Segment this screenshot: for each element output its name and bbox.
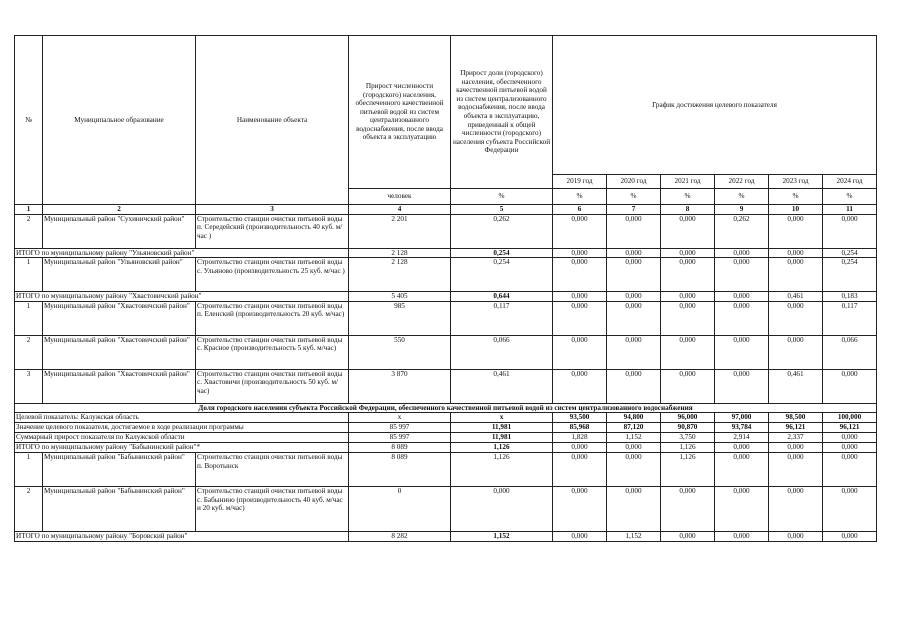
indicator-row [15,433,877,443]
object-row [15,214,877,248]
percent-value: 0,000 [661,248,715,258]
indicator-value: 1,828 [553,433,607,443]
percent-value: 0,000 [451,486,553,531]
municipality-name: Муниципальный район "Бабынинский район" [43,452,196,486]
indicator-label: Суммарный прирост показателя по Калужской области [15,433,349,443]
header-share-growth: Прирост доли (городского) населения, обеспеченного качественной питьевой водой из систем централизованного водоснабжения, после ввода объекта в эксплуатацию, приведенный к общей численности (городского) населения субъекта Российской Федерации [451,36,553,189]
row-number: 1 [15,452,43,486]
header-unit-percent: % [553,189,607,205]
percent-value: 0,254 [451,258,553,292]
percent-value: 0,000 [607,486,661,531]
percent-value: 0,000 [769,335,823,369]
percent-value: 0,461 [451,369,553,403]
percent-value: 0,254 [823,258,877,292]
percent-value: 0,066 [451,335,553,369]
percent-value: 0,000 [823,452,877,486]
percent-value: 0,000 [553,452,607,486]
indicator-value: 0,000 [823,433,877,443]
object-row [15,301,877,335]
header-unit-percent: % [661,189,715,205]
indicator-value: 97,000 [715,413,769,423]
total-label: ИТОГО по муниципальному району "Хвастовичский район" [15,292,349,302]
row-number: 2 [15,335,43,369]
percent-value: 0,644 [451,292,553,302]
percent-value: 0,000 [769,248,823,258]
percent-value: 0,000 [607,248,661,258]
object-name: Строительство станции очистки питьевой воды п. Воротынск [196,452,349,486]
section-title: Доля городского населения субъекта Российской Федерации, обеспеченного качественной питьевой водой из систем централизованного водоснабжения [15,403,877,413]
percent-value: 0,000 [661,292,715,302]
header-year: 2021 год [661,175,715,189]
percent-value: 0,000 [661,258,715,292]
indicator-value: 3,750 [661,433,715,443]
indicator-value: 93,500 [553,413,607,423]
total-label: ИТОГО по муниципальному району "Боровский район" [15,531,349,541]
header-unit-percent: % [769,189,823,205]
percent-value: 0,066 [823,335,877,369]
percent-value: 0,183 [823,292,877,302]
percent-value: 0,000 [553,531,607,541]
percent-value: 0,000 [553,369,607,403]
percent-value: 0,000 [715,248,769,258]
indicator-value: 11,981 [451,423,553,433]
header-unit-percent: % [823,189,877,205]
percent-value: 0,000 [661,531,715,541]
indicator-value: 85,968 [553,423,607,433]
target-indicator-table [14,35,877,542]
header-column-number: 4 [349,205,451,215]
percent-value: 0,000 [607,335,661,369]
row-number: 1 [15,258,43,292]
object-name: Строительство станций очистки питьевой воды с. Бабынино (производительность 40 куб. м/час и 20 куб. м/час) [196,486,349,531]
header-schedule: График достижения целевого показателя [553,36,877,175]
header-unit-percent: % [607,189,661,205]
percent-value: 0,000 [553,443,607,453]
object-name: Строительство станции очистки питьевой воды с. Ульяново (производительность 25 куб. м/час ) [196,258,349,292]
municipality-name: Муниципальный район "Бабынинский район" [43,486,196,531]
percent-value: 1,126 [451,452,553,486]
percent-value: 0,000 [553,486,607,531]
percent-value: 0,000 [823,443,877,453]
indicator-row [15,423,877,433]
population-value: 2 128 [349,248,451,258]
percent-value: 0,000 [661,369,715,403]
header-column-number: 9 [715,205,769,215]
percent-value: 0,000 [769,301,823,335]
indicator-value: 100,000 [823,413,877,423]
indicator-value: x [349,413,451,423]
percent-value: 0,000 [769,443,823,453]
percent-value: 0,000 [607,292,661,302]
object-row [15,369,877,403]
percent-value: 0,000 [607,443,661,453]
percent-value: 0,000 [553,301,607,335]
object-row [15,335,877,369]
object-name: Строительство станции очистки питьевой воды п. Середейский (производительность 40 куб. м/час ) [196,214,349,248]
object-name: Строительство станции очистки питьевой воды с. Красное (производительность 5 куб. м/час) [196,335,349,369]
percent-value: 0,000 [769,531,823,541]
percent-value: 0,000 [607,452,661,486]
population-value: 8 282 [349,531,451,541]
percent-value: 0,000 [661,486,715,531]
indicator-value: 93,784 [715,423,769,433]
percent-value: 0,000 [715,335,769,369]
indicator-value: 96,121 [823,423,877,433]
header-column-number: 2 [43,205,196,215]
header-unit-percent: % [715,189,769,205]
header-column-number: 7 [607,205,661,215]
percent-value: 0,000 [715,452,769,486]
header-municipality: Муниципальное образование [43,36,196,205]
indicator-value: 96,121 [769,423,823,433]
percent-value: 0,000 [661,214,715,248]
percent-value: 0,000 [553,292,607,302]
percent-value: 1,126 [661,443,715,453]
header-population-growth: Прирост численности (городского) населения, обеспеченного качественной питьевой водой из систем централизованного водоснабжения, после ввода объекта в эксплуатацию [349,36,451,189]
indicator-value: 94,800 [607,413,661,423]
header-column-number: 8 [661,205,715,215]
percent-value: 0,000 [553,214,607,248]
percent-value: 0,000 [715,292,769,302]
percent-value: 0,000 [553,335,607,369]
header-column-number: 1 [15,205,43,215]
population-value: 3 870 [349,369,451,403]
header-number: № [15,36,43,205]
percent-value: 0,000 [553,248,607,258]
percent-value: 0,254 [451,248,553,258]
percent-value: 1,152 [451,531,553,541]
percent-value: 0,262 [715,214,769,248]
population-value: 5 405 [349,292,451,302]
percent-value: 0,000 [823,486,877,531]
indicator-label: Значение целевого показателя, достигаемое в ходе реализации программы [15,423,349,433]
header-year: 2024 год [823,175,877,189]
percent-value: 0,000 [715,369,769,403]
header-unit-percent: % [451,189,553,205]
population-value: 550 [349,335,451,369]
header-year: 2020 год [607,175,661,189]
object-row [15,486,877,531]
population-value: 985 [349,301,451,335]
percent-value: 0,117 [451,301,553,335]
header-column-number: 11 [823,205,877,215]
header-year: 2022 год [715,175,769,189]
percent-value: 0,254 [823,248,877,258]
row-number: 3 [15,369,43,403]
row-number: 1 [15,301,43,335]
district-total-row [15,292,877,302]
percent-value: 1,126 [661,452,715,486]
object-name: Строительство станции очистки питьевой воды п. Еленский (производительность 20 куб. м/час) [196,301,349,335]
municipality-name: Муниципальный район "Ульяновский район" [43,258,196,292]
document-page [14,35,877,542]
indicator-row [15,413,877,423]
indicator-value: 11,981 [451,433,553,443]
header-year: 2023 год [769,175,823,189]
indicator-value: 1,152 [607,433,661,443]
percent-value: 0,262 [451,214,553,248]
indicator-label: Целевой показатель: Калужская область [15,413,349,423]
percent-value: 0,000 [823,531,877,541]
municipality-name: Муниципальный район "Хвастовичский район" [43,335,196,369]
indicator-value: 98,500 [769,413,823,423]
percent-value: 0,000 [607,258,661,292]
row-number: 2 [15,486,43,531]
percent-value: 0,000 [769,452,823,486]
percent-value: 0,000 [553,258,607,292]
indicator-value: 85 997 [349,423,451,433]
percent-value: 0,000 [715,531,769,541]
population-value: 2 128 [349,258,451,292]
percent-value: 0,000 [661,301,715,335]
percent-value: 0,000 [715,486,769,531]
district-total-row [15,443,877,453]
percent-value: 0,000 [607,214,661,248]
indicator-value: 87,120 [607,423,661,433]
percent-value: 0,000 [769,486,823,531]
indicator-value: 2,914 [715,433,769,443]
indicator-value: x [451,413,553,423]
district-total-row [15,248,877,258]
total-label: ИТОГО по муниципальному району "Бабынинский район"* [15,443,349,453]
object-row [15,258,877,292]
percent-value: 0,000 [607,301,661,335]
population-value: 2 201 [349,214,451,248]
header-column-number: 6 [553,205,607,215]
municipality-name: Муниципальный район "Хвастовичский район" [43,301,196,335]
percent-value: 0,000 [607,369,661,403]
indicator-value: 85 997 [349,433,451,443]
population-value: 8 089 [349,452,451,486]
percent-value: 0,000 [715,443,769,453]
indicator-value: 2,337 [769,433,823,443]
table-body [15,36,877,542]
header-year: 2019 год [553,175,607,189]
header-unit-people: человек [349,189,451,205]
section-title-row [15,403,877,413]
percent-value: 0,000 [661,335,715,369]
header-column-number: 10 [769,205,823,215]
population-value: 0 [349,486,451,531]
percent-value: 1,126 [451,443,553,453]
population-value: 8 089 [349,443,451,453]
indicator-value: 96,000 [661,413,715,423]
percent-value: 0,000 [823,369,877,403]
percent-value: 0,000 [715,301,769,335]
percent-value: 0,000 [769,214,823,248]
object-row [15,452,877,486]
district-total-row [15,531,877,541]
header-column-number: 5 [451,205,553,215]
header-object: Наименование объекта [196,36,349,205]
percent-value: 0,000 [715,258,769,292]
percent-value: 0,461 [769,369,823,403]
municipality-name: Муниципальный район "Хвастовичский район" [43,369,196,403]
indicator-value: 90,870 [661,423,715,433]
municipality-name: Муниципальный район "Сухиничский район" [43,214,196,248]
percent-value: 1,152 [607,531,661,541]
percent-value: 0,000 [769,258,823,292]
percent-value: 0,000 [823,214,877,248]
row-number: 2 [15,214,43,248]
percent-value: 0,461 [769,292,823,302]
total-label: ИТОГО по муниципальному району "Ульяновский район" [15,248,349,258]
percent-value: 0,117 [823,301,877,335]
header-column-number: 3 [196,205,349,215]
object-name: Строительство станции очистки питьевой воды с. Хвастовичи (производительность 50 куб. м/час) [196,369,349,403]
